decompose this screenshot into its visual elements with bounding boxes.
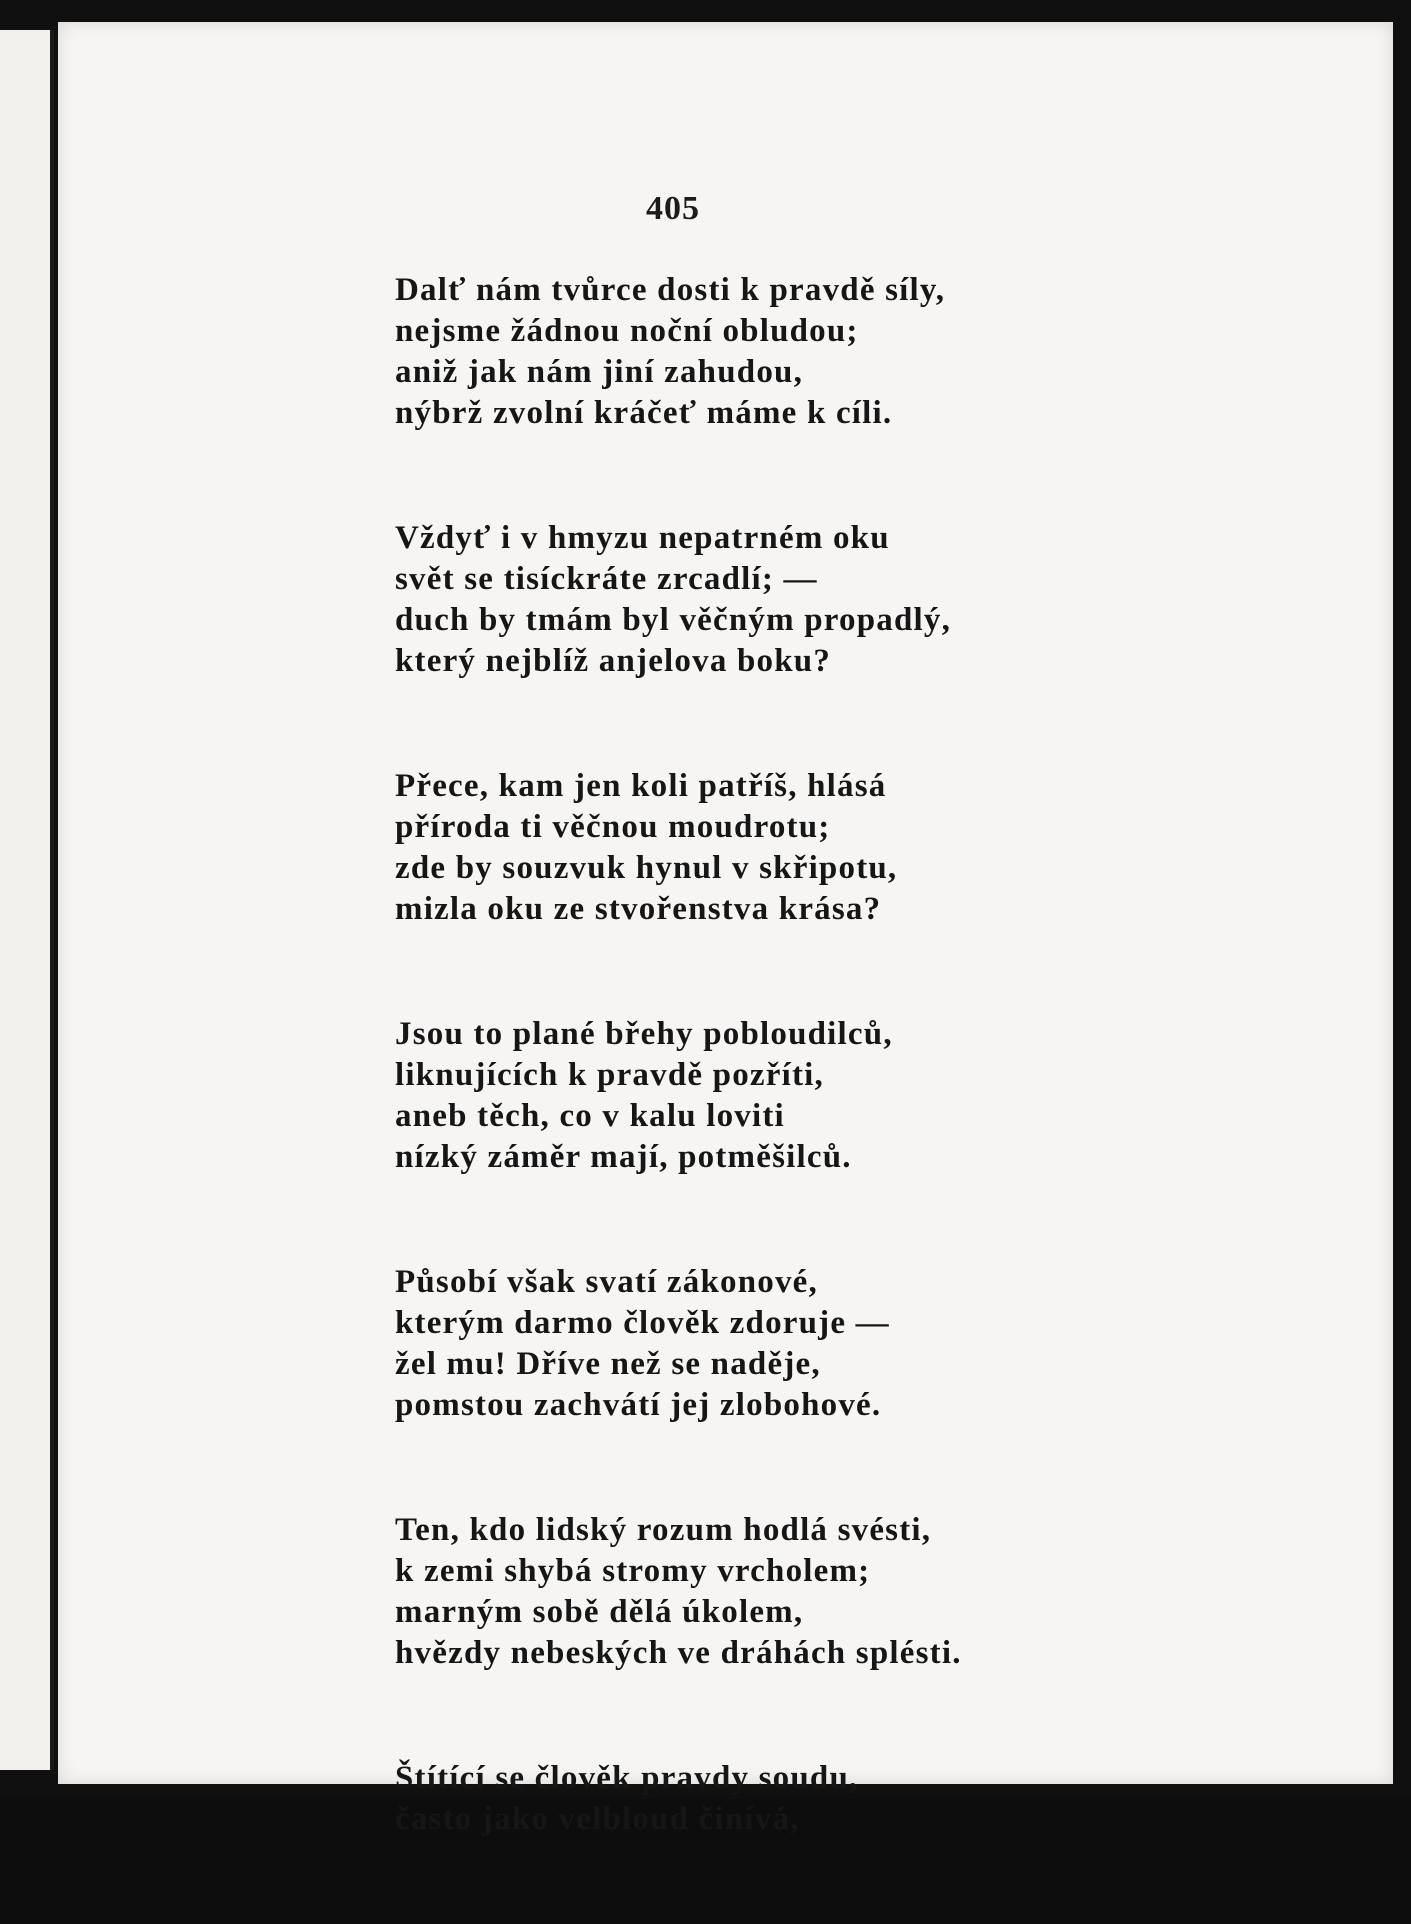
poem-line: Působí však svatí zákonové,	[395, 1264, 818, 1300]
stanza	[395, 1014, 1015, 1178]
poem-line: Vždyť i v hmyzu nepatrném oku	[395, 520, 890, 556]
poem-line: kterým darmo člověk zdoruje —	[395, 1305, 890, 1341]
poem-line: nízký záměr mají, potměšilců.	[395, 1139, 852, 1175]
left-page-edge	[0, 30, 54, 1770]
poem-line: který nejblíž anjelova boku?	[395, 643, 832, 679]
poem-line: svět se tisíckráte zrcadlí; —	[395, 561, 818, 597]
stanza	[395, 766, 1015, 930]
poem-line: mizla oku ze stvořenstva krása?	[395, 891, 882, 927]
poem-line: Dalť nám tvůrce dosti k pravdě síly,	[395, 272, 946, 308]
poem-line: aniž jak nám jiní zahudou,	[395, 354, 804, 390]
poem-line: hvězdy nebeských ve dráhách splésti.	[395, 1635, 962, 1671]
page-number: 405	[646, 190, 700, 227]
poem-line: nejsme žádnou noční obludou;	[395, 313, 859, 349]
stanza	[395, 1758, 1015, 1840]
poem-line: žel mu! Dříve než se naděje,	[395, 1346, 821, 1382]
stanza	[395, 1510, 1015, 1674]
poem-line: Přece, kam jen koli patříš, hlásá	[395, 768, 887, 804]
poem-line: Jsou to plané břehy pobloudilců,	[395, 1016, 893, 1052]
stanza	[395, 1262, 1015, 1426]
poem-line: příroda ti věčnou moudrotu;	[395, 809, 831, 845]
poem-line: pomstou zachvátí jej zlobohové.	[395, 1387, 882, 1423]
poem-line: nýbrž zvolní kráčeť máme k cíli.	[395, 395, 893, 431]
poem-line: marným sobě dělá úkolem,	[395, 1594, 804, 1630]
poem-line: často jako velbloud činívá,	[395, 1801, 800, 1837]
book-page	[58, 22, 1393, 1837]
poem-line: liknujících k pravdě pozříti,	[395, 1057, 824, 1093]
poem-line: aneb těch, co v kalu loviti	[395, 1098, 785, 1134]
stanza	[395, 270, 1015, 434]
poem	[395, 270, 1015, 1924]
poem-line: Štítící se člověk pravdy soudu,	[395, 1760, 859, 1796]
poem-line: duch by tmám byl věčným propadlý,	[395, 602, 952, 638]
poem-line: k zemi shybá stromy vrcholem;	[395, 1553, 871, 1589]
poem-line: Ten, kdo lidský rozum hodlá svésti,	[395, 1512, 932, 1548]
stanza	[395, 518, 1015, 682]
poem-line: zde by souzvuk hynul v skřipotu,	[395, 850, 898, 886]
